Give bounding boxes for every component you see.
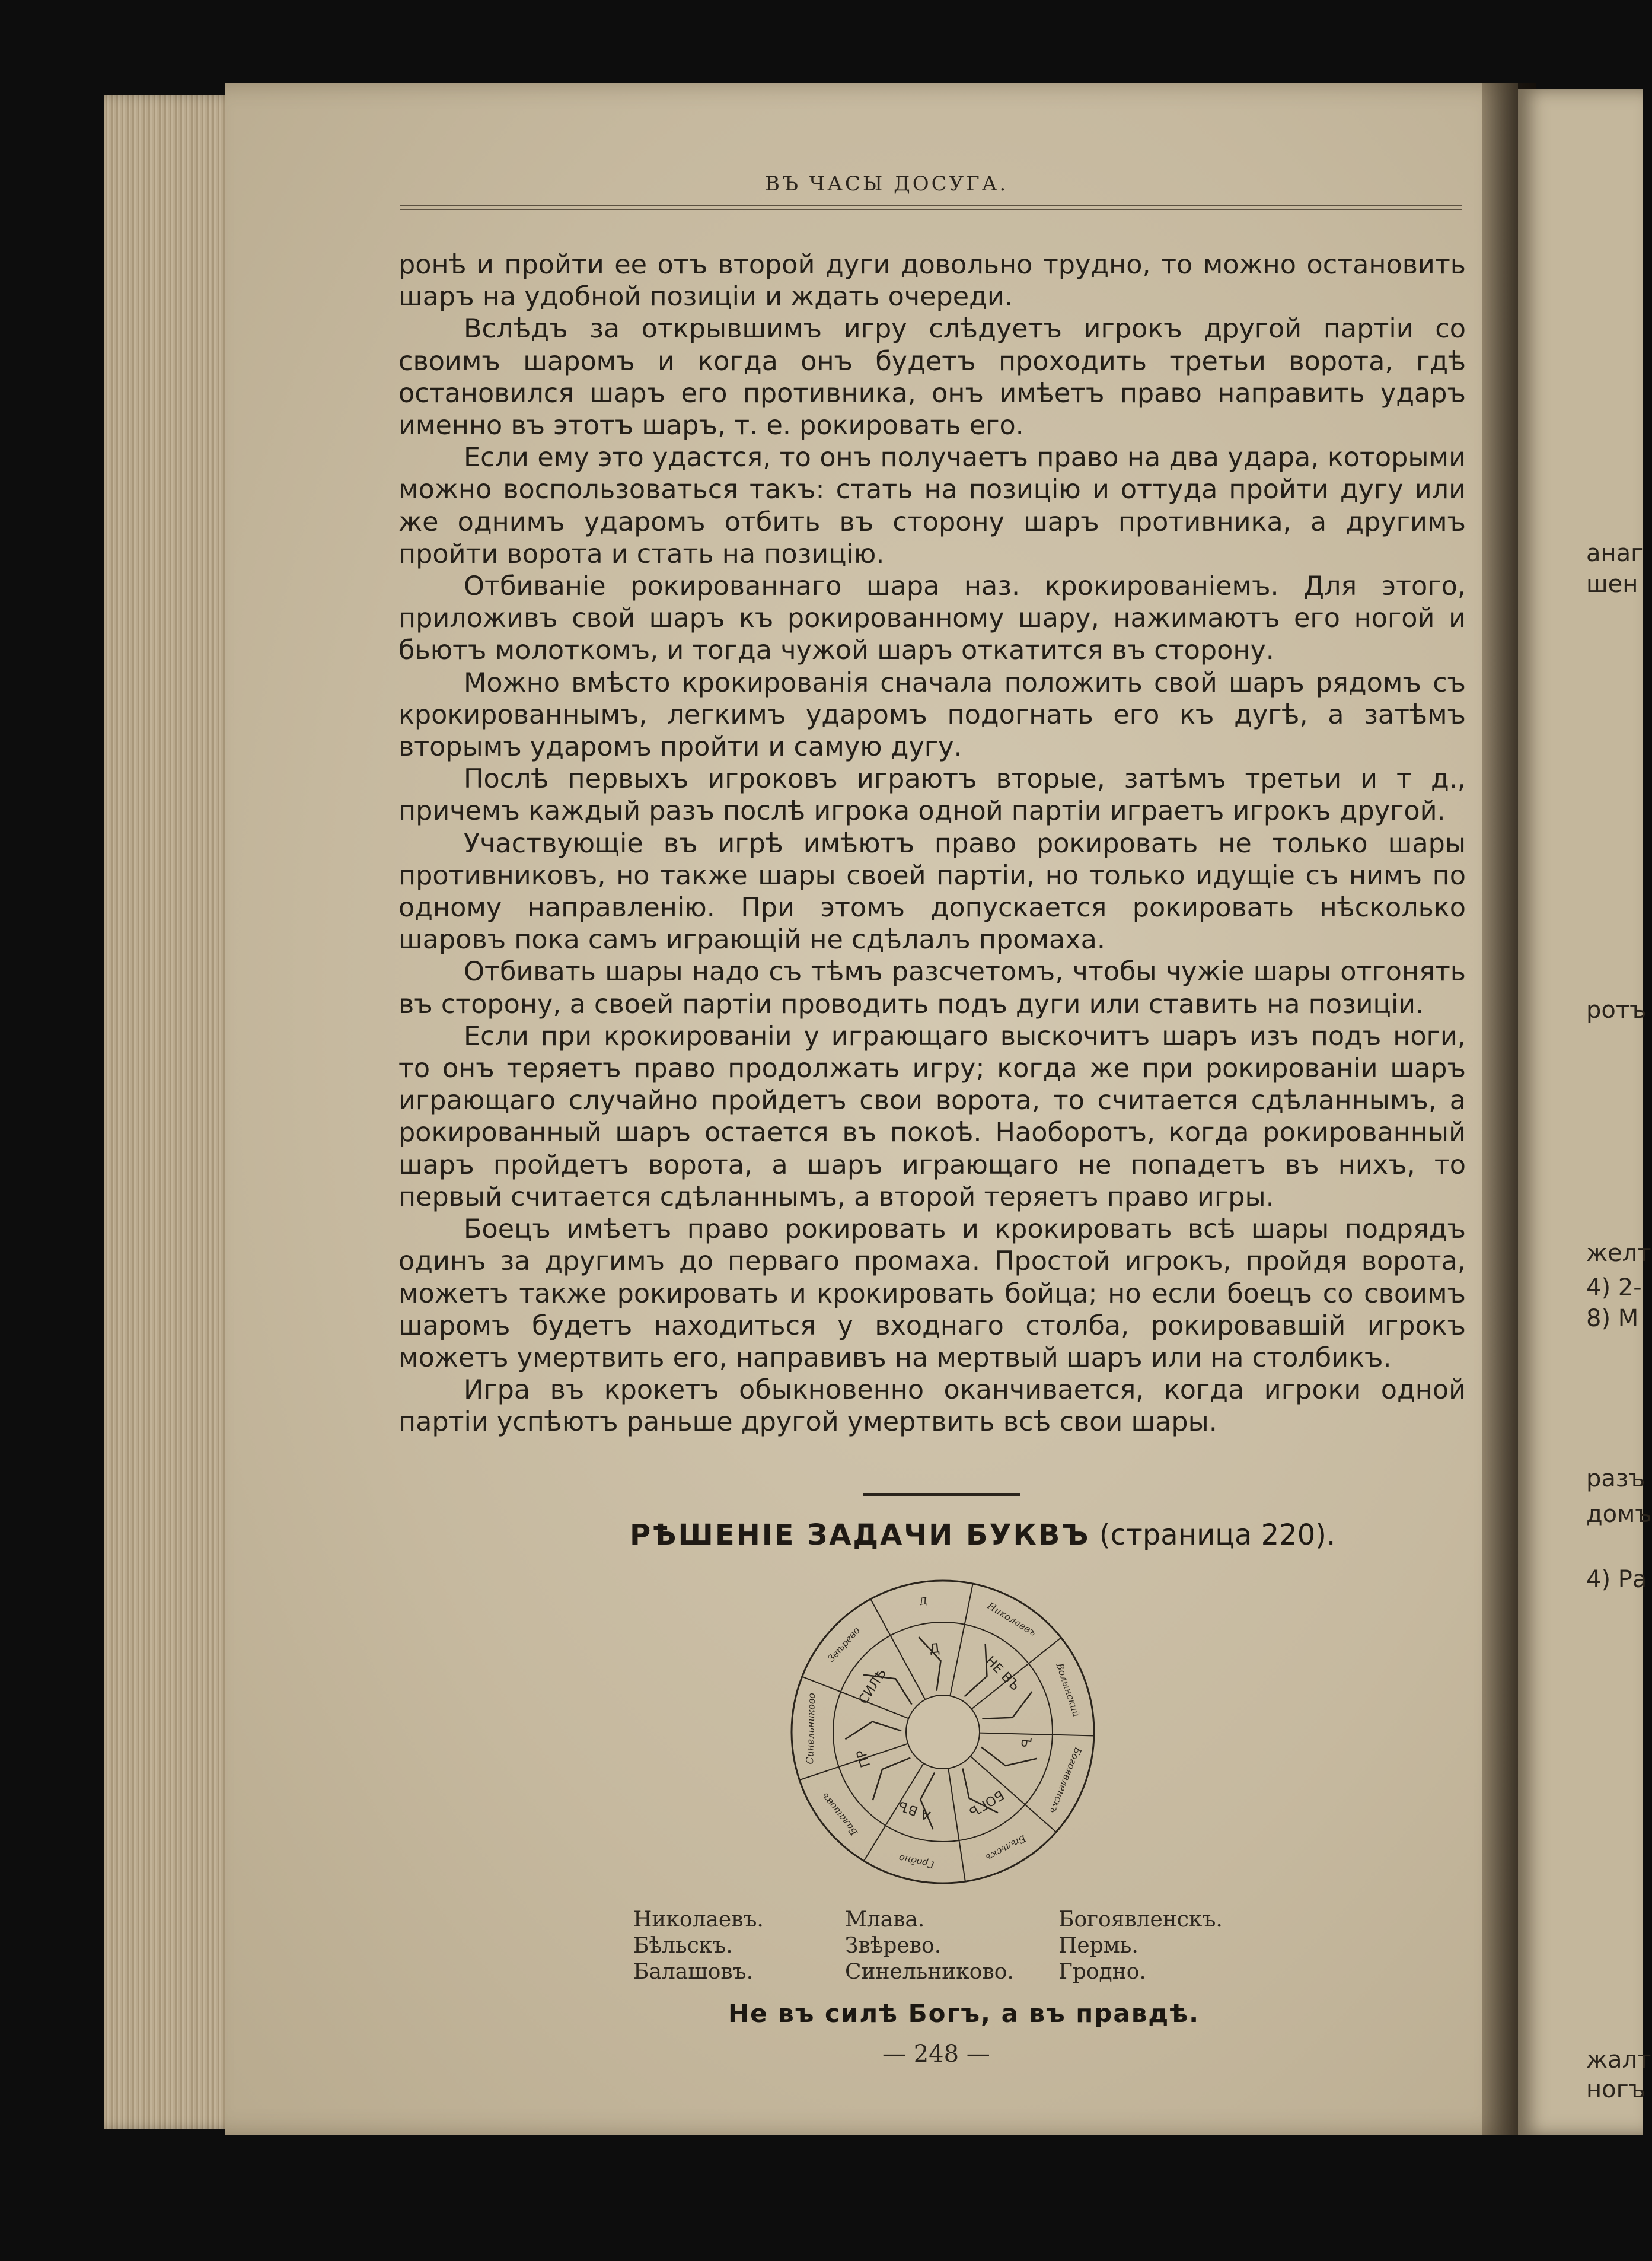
sector-spoke bbox=[948, 1768, 965, 1881]
next-page-text: ногъ bbox=[1586, 2076, 1645, 2103]
answer-city: Бѣльскъ. bbox=[633, 1934, 733, 1958]
maze-path bbox=[965, 1644, 987, 1696]
sector-label: Звѣрево bbox=[825, 1625, 862, 1664]
sector-label: Богоявленскъ bbox=[1048, 1746, 1085, 1816]
next-page-text: 8) М bbox=[1586, 1305, 1639, 1332]
answer-city: Балашовъ. bbox=[633, 1960, 754, 1984]
inner-word: Д bbox=[929, 1641, 940, 1657]
header-rule bbox=[400, 205, 1462, 210]
paragraph: ронѣ и пройти ее отъ второй дуги довольно трудно, то можно остановить шаръ на удобной позиціи и ждать очереди. bbox=[398, 250, 1466, 313]
answer-city: Николаевъ. bbox=[633, 1907, 764, 1932]
next-page-text: ротъ bbox=[1586, 996, 1647, 1024]
sector-label: Бѣльскъ bbox=[984, 1832, 1028, 1864]
inner-word: А ВЪ bbox=[896, 1797, 933, 1823]
sector-label: Гродно bbox=[898, 1852, 936, 1871]
next-page-text: разъ bbox=[1586, 1465, 1645, 1492]
maze-path bbox=[982, 1692, 1032, 1719]
answers-column-1 bbox=[633, 1907, 764, 1985]
maze-path bbox=[981, 1747, 1037, 1766]
answer-city: Богоявленскъ. bbox=[1058, 1907, 1223, 1932]
sector-label: Синельниково bbox=[804, 1692, 818, 1765]
book-page-edges bbox=[104, 95, 240, 2129]
sector-label: Волынский bbox=[1054, 1661, 1083, 1718]
sector-spoke bbox=[970, 1756, 1056, 1832]
paragraph: Боецъ имѣетъ право рокировать и крокировать всѣ шары подрядъ одинъ за другимъ до перваго промаха. Простой игрокъ, пройдя ворота, можетъ также рокировать и крокировать бойца; но если боецъ со своимъ шаромъ будетъ находиться у входнаго столба, рокировавшій игрокъ можетъ умертвить его, направивъ на мертвый шаръ или на столбикъ. bbox=[398, 1214, 1466, 1373]
sector-label: Балашовъ bbox=[819, 1791, 860, 1838]
next-page-text: жалт bbox=[1586, 2046, 1651, 2074]
next-page-text: шен bbox=[1586, 571, 1638, 598]
paragraph: Участвующіе въ игрѣ имѣютъ право рокировать не только шары противниковъ, но также шары своей партіи, но только идущіе съ нимъ по одному направленію. При этомъ допускается рокировать нѣсколько шаровъ пока самъ играющій не сдѣлалъ промаха. bbox=[398, 828, 1466, 956]
answers-column-2 bbox=[845, 1907, 1014, 1985]
answer-city: Гродно. bbox=[1058, 1960, 1146, 1984]
answer-city: Звѣрево. bbox=[845, 1934, 942, 1958]
sector-label: Николаевъ bbox=[985, 1600, 1038, 1639]
sector-spoke bbox=[980, 1733, 1094, 1736]
inner-word: БОГЪ bbox=[966, 1786, 1007, 1820]
paragraph: Отбиваніе рокированнаго шара наз. крокированіемъ. Для этого, приложивъ свой шаръ къ рокированному шару, нажимаютъ его ногой и бьютъ молоткомъ, и тогда чужой шаръ откатится въ сторону. bbox=[398, 571, 1466, 666]
paragraph: Отбивать шары надо съ тѣмъ разсчетомъ, чтобы чужіе шары отгонять въ сторону, а своей партіи проводить подъ дуги или ставить на позиціи. bbox=[398, 957, 1466, 1020]
maze-path bbox=[845, 1722, 901, 1740]
sector-spoke bbox=[950, 1584, 972, 1696]
running-head: ВЪ ЧАСЫ ДОСУГА. bbox=[765, 172, 1009, 196]
answer-city: Пермь. bbox=[1058, 1934, 1138, 1958]
sector-label: Д bbox=[919, 1595, 928, 1607]
answer-city: Синельниково. bbox=[845, 1960, 1014, 1984]
page-number: — 248 — bbox=[882, 2040, 990, 2068]
next-page-text: желт bbox=[1586, 1240, 1651, 1267]
sector-spoke bbox=[802, 1677, 909, 1719]
paragraph: Если ему это удастся, то онъ получаетъ право на два удара, которыми можно воспользоваться такъ: стать на позицію и оттуда пройти дугу или же однимъ ударомъ отбить въ сторону шаръ противника, а другимъ пройти ворота и стать на позицію. bbox=[398, 442, 1466, 569]
inner-word: НЕ ВЪ bbox=[982, 1653, 1023, 1695]
puzzle-circle bbox=[783, 1572, 1103, 1892]
next-page-text: домъ bbox=[1586, 1501, 1652, 1528]
puzzle-motto: Не въ силѣ Богъ, а въ правдѣ. bbox=[728, 1999, 1200, 2028]
article-body bbox=[398, 249, 1466, 1439]
paragraph: Послѣ первыхъ игроковъ играютъ вторые, затѣмъ третьи и т д., причемъ каждый разъ послѣ игрока одной партіи играетъ игрокъ другой. bbox=[398, 764, 1466, 827]
inner-word: СИЛѢ bbox=[856, 1666, 890, 1707]
letter-puzzle-diagram bbox=[783, 1572, 1103, 1892]
section-title-ref: (страница 220). bbox=[1099, 1518, 1336, 1552]
answer-city: Млава. bbox=[845, 1907, 925, 1932]
answers-column-3 bbox=[1058, 1907, 1223, 1985]
section-title-text: РѢШЕНІЕ ЗАДАЧИ БУКВЪ bbox=[630, 1518, 1090, 1552]
inner-word: Ъ bbox=[1017, 1735, 1034, 1749]
section-title bbox=[630, 1518, 1335, 1552]
section-divider bbox=[863, 1493, 1020, 1496]
next-page-text: 4) Ра bbox=[1586, 1566, 1647, 1593]
paragraph: Если при крокированіи у играющаго выскочитъ шаръ изъ подъ ноги, то онъ теряетъ право продолжать игру; когда же при рокированіи шаръ играющаго случайно пройдетъ свои ворота, то считается сдѣланнымъ, а рокированный шаръ остается въ покоѣ. Наоборотъ, когда рокированный шаръ пройдетъ ворота, а шаръ играющаго не попадетъ въ нихъ, то первый считается сдѣланнымъ, а второй теряетъ право игры. bbox=[398, 1021, 1466, 1212]
next-page-text: 4) 2- bbox=[1586, 1274, 1642, 1301]
inner-word: ПР bbox=[854, 1747, 874, 1769]
paragraph: Игра въ крокетъ обыкновенно оканчивается, когда игроки одной партіи успѣютъ раньше другой умертвить всѣ свои шары. bbox=[398, 1375, 1466, 1438]
paragraph: Вслѣдъ за открывшимъ игру слѣдуетъ игрокъ другой партіи со своимъ шаромъ и когда онъ будетъ проходить третьи ворота, гдѣ остановился шаръ его противника, онъ имѣетъ право направить ударъ именно въ этотъ шаръ, т. е. рокировать его. bbox=[398, 314, 1466, 441]
next-page-text: анаг bbox=[1586, 540, 1644, 567]
paragraph: Можно вмѣсто крокированія сначала положить свой шаръ рядомъ съ крокированнымъ, легкимъ ударомъ подогнать его къ дугѣ, а затѣмъ вторымъ ударомъ пройти и самую дугу. bbox=[398, 667, 1466, 763]
next-page-fragment bbox=[1518, 89, 1652, 2135]
